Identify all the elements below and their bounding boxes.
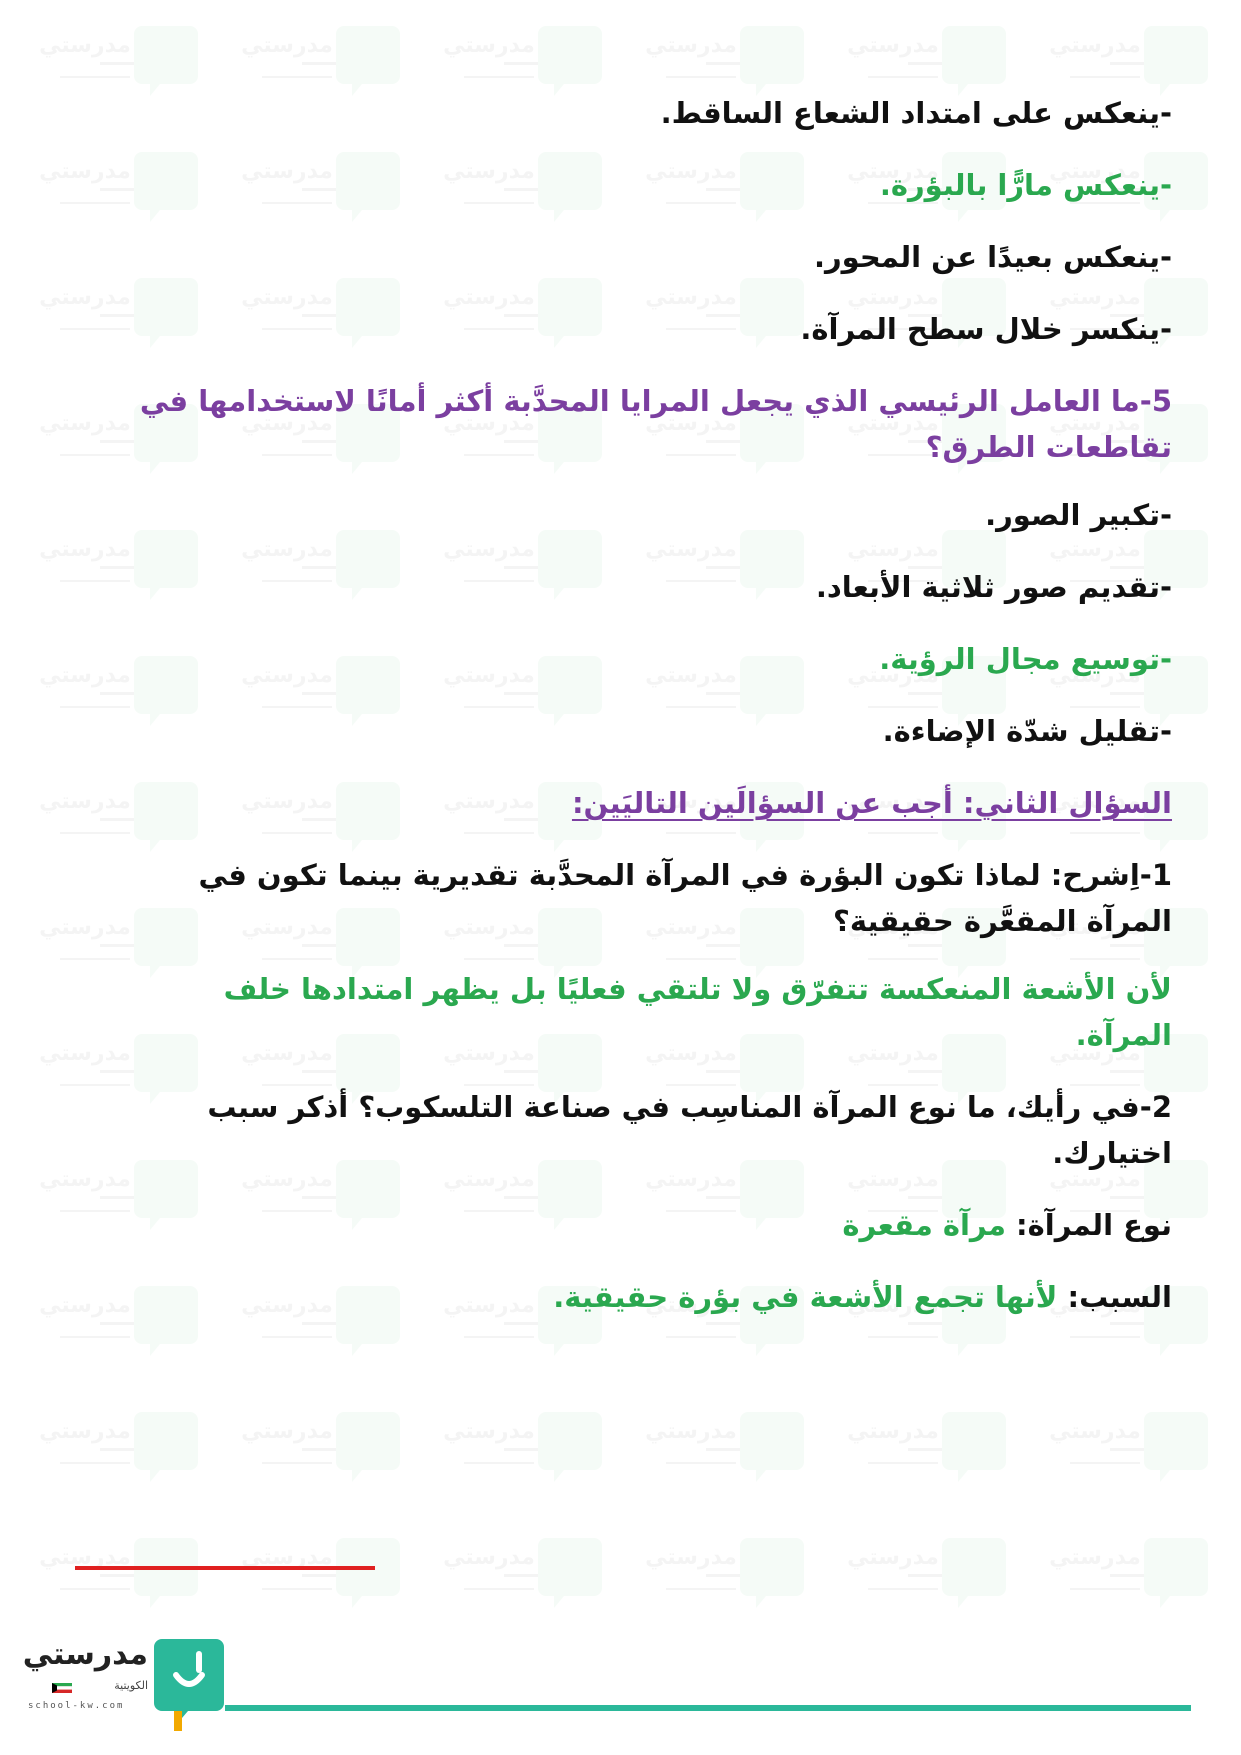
mirror-type-line xyxy=(120,1202,1172,1248)
q4-option-c: -ينعكس بعيدًا عن المحور. xyxy=(813,240,1172,274)
q4-option-a: -ينعكس على امتداد الشعاع الساقط. xyxy=(660,96,1172,130)
reason-answer: لأنها تجمع الأشعة في بؤرة حقيقية. xyxy=(553,1280,1058,1314)
q4-option-b-correct: -ينعكس مارًّا بالبؤرة. xyxy=(879,168,1172,202)
q5-option-d: -تقليل شدّة الإضاءة. xyxy=(882,714,1172,748)
logo-url: school-kw.com xyxy=(28,1701,125,1711)
section2-q1: 1-اِشرح: لماذا تكون البؤرة في المرآة المحدَّبة تقديرية بينما تكون في المرآة المقعَّرة حقيقية؟ xyxy=(198,858,1172,938)
q4-option-d: -ينكسر خلال سطح المرآة. xyxy=(800,312,1172,346)
worksheet-content xyxy=(120,90,1172,1346)
section2-q2: 2-في رأيك، ما نوع المرآة المناسِب في صناعة التلسكوب؟ أذكر سبب اختيارك. xyxy=(207,1090,1172,1170)
mirror-type-answer: مرآة مقعرة xyxy=(842,1208,1006,1242)
footer-divider xyxy=(225,1705,1191,1711)
book-logo-icon xyxy=(152,1635,226,1735)
q5-option-c-correct: -توسيع مجال الرؤية. xyxy=(879,642,1172,676)
q5-option-b: -تقديم صور ثلاثية الأبعاد. xyxy=(815,570,1172,604)
logo-subtitle: الكويتية xyxy=(114,1679,148,1692)
q5-question: 5-ما العامل الرئيسي الذي يجعل المرايا المحدَّبة أكثر أمانًا لاستخدامها في تقاطعات الطرق؟ xyxy=(139,384,1172,464)
watermark-pattern: مدرستي xyxy=(0,0,1241,1755)
q5-option-a: -تكبير الصور. xyxy=(985,498,1172,532)
section2-q1-answer: لأن الأشعة المنعكسة تتفرّق ولا تلتقي فعليًا بل يظهر امتدادها خلف المرآة. xyxy=(223,972,1172,1052)
red-divider xyxy=(75,1566,375,1570)
logo-name: مدرستي xyxy=(22,1637,148,1672)
reason-line xyxy=(120,1274,1172,1320)
mirror-type-label: نوع المرآة: xyxy=(1016,1208,1172,1242)
school-logo xyxy=(20,1635,220,1735)
section2-heading: السؤال الثاني: أجب عن السؤالَين التاليَين: xyxy=(571,786,1172,820)
reason-label: السبب: xyxy=(1067,1280,1172,1314)
section2-heading-line xyxy=(120,780,1172,826)
